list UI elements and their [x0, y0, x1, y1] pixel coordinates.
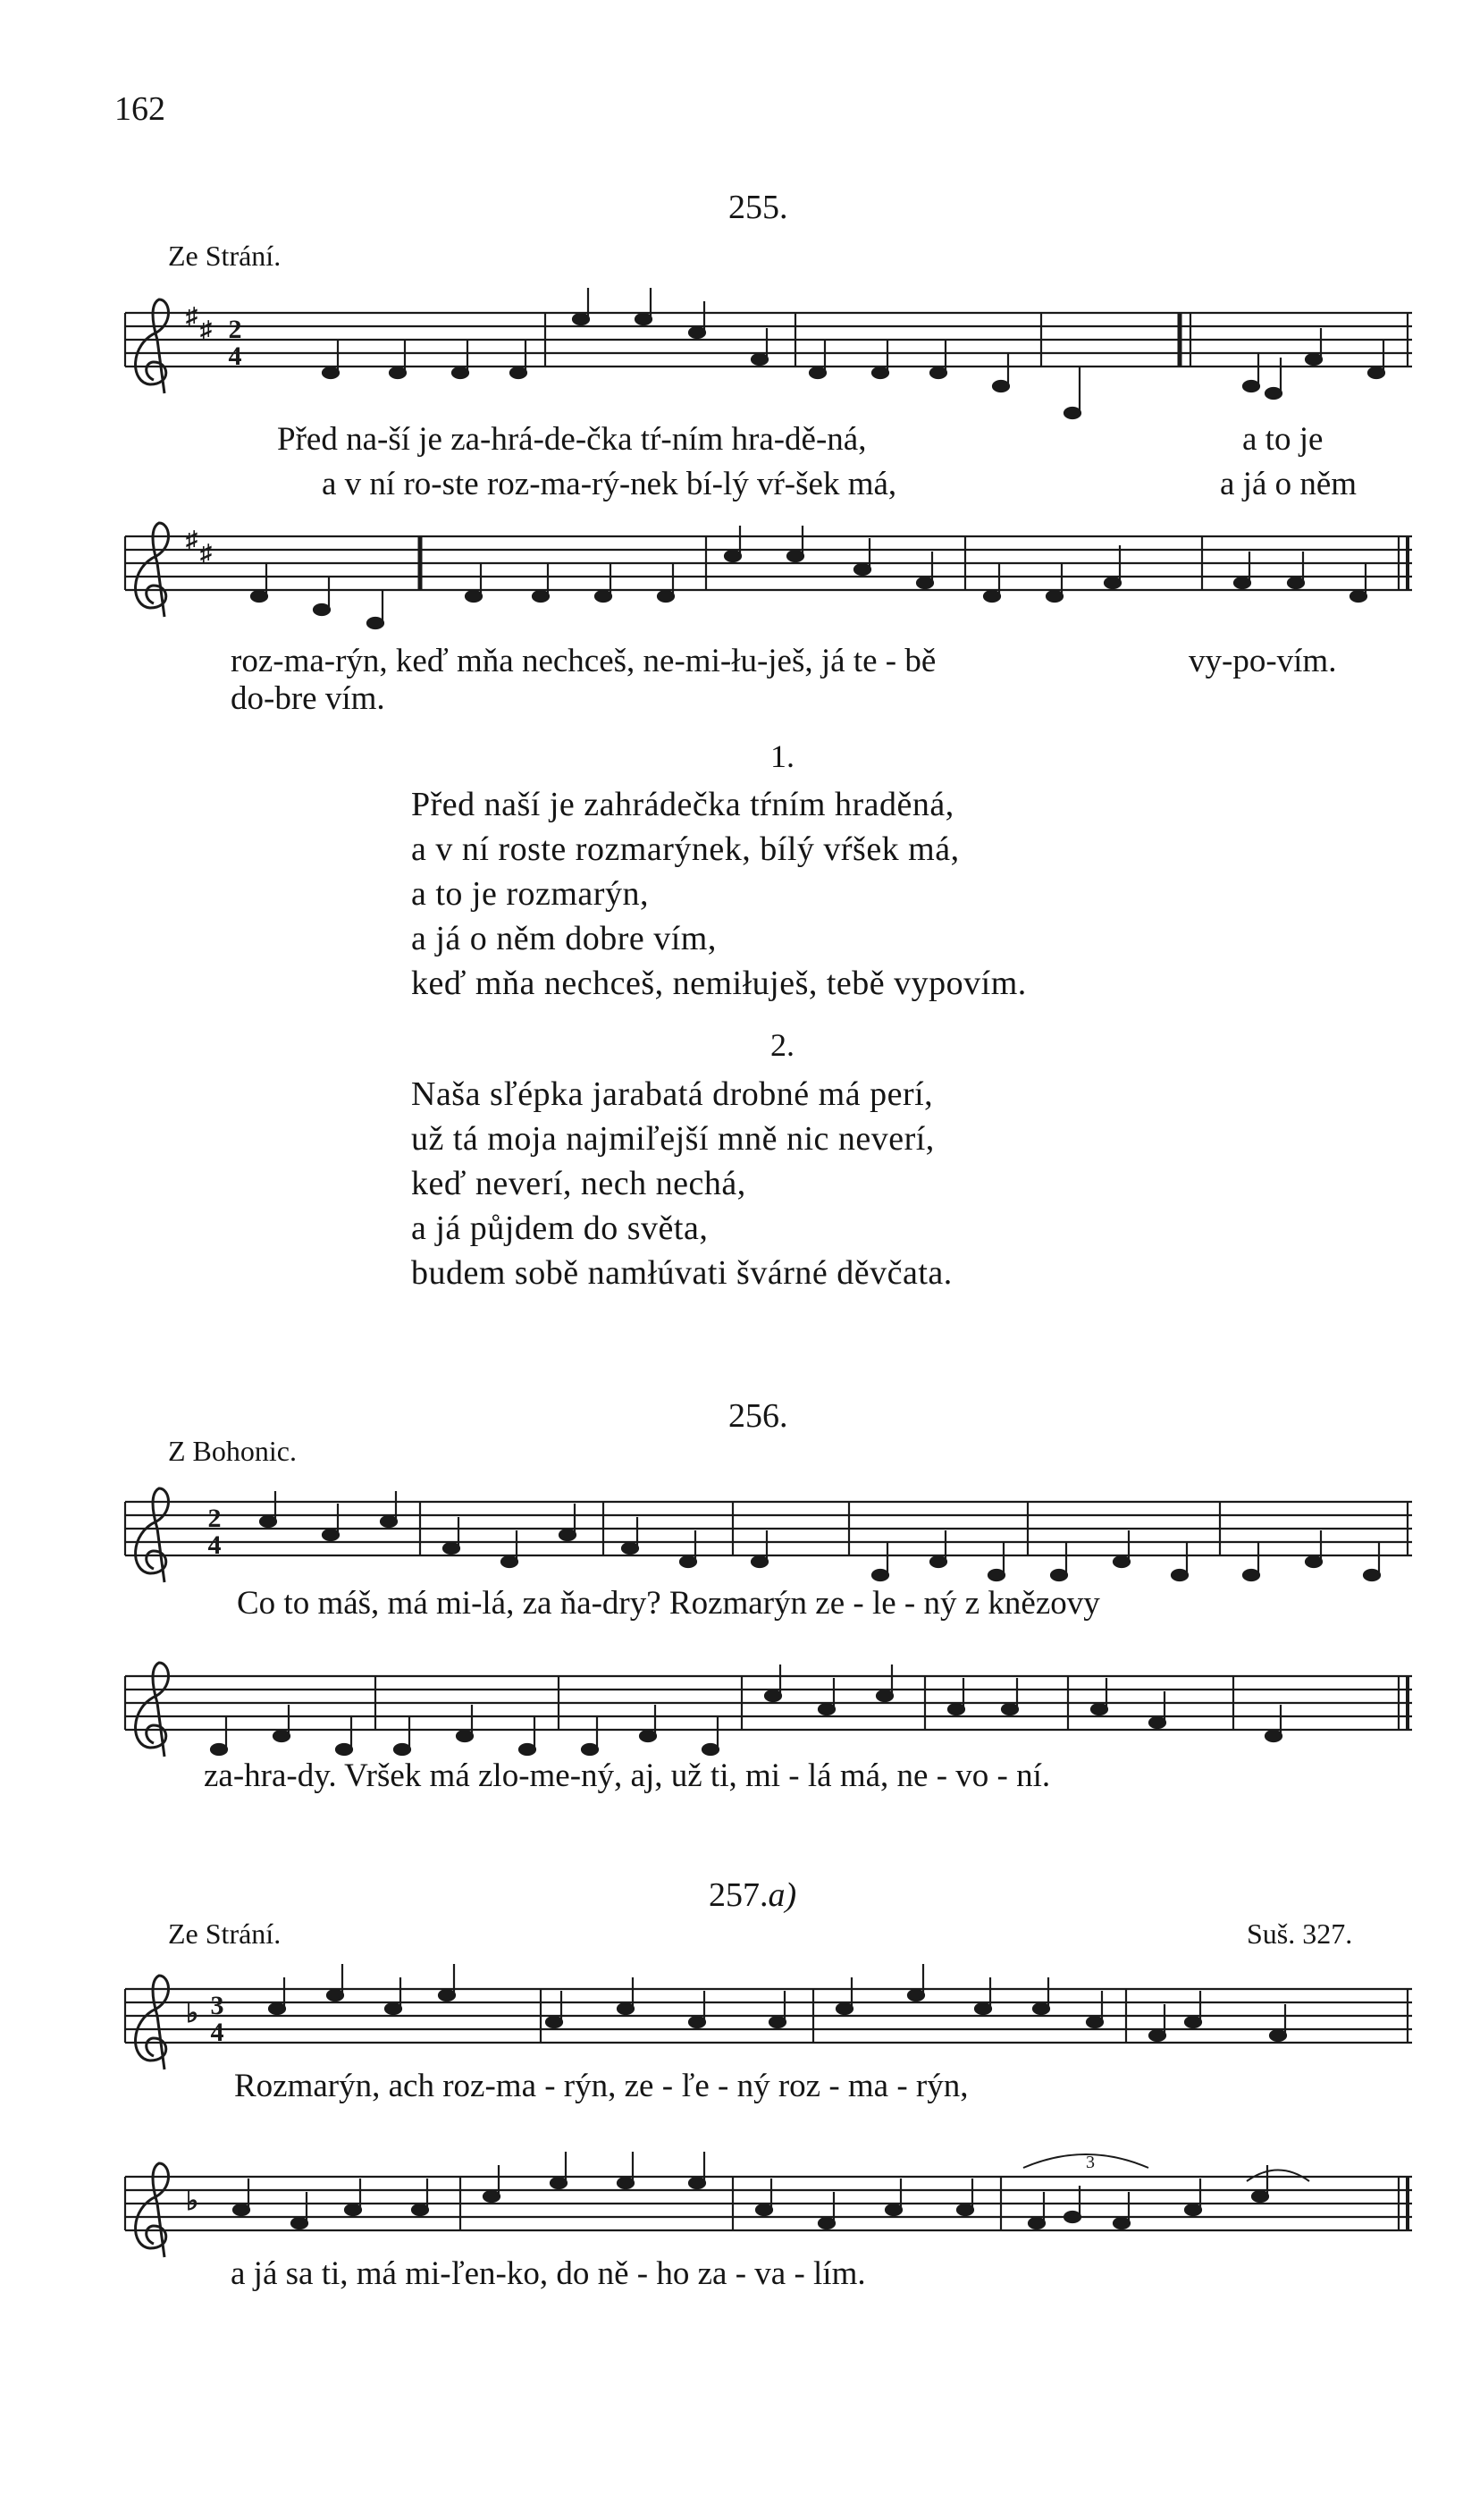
stanza-2-line-5: budem sobě namłúvati švárné děvčata. — [411, 1254, 953, 1292]
song-source-256: Z Bohonic. — [168, 1435, 297, 1467]
song-source-257: Ze Strání. — [168, 1917, 282, 1950]
lyrics-255-row2-b: do-bre vím. — [231, 680, 385, 717]
time-sig-bottom: 4 — [228, 341, 242, 371]
triplet-mark: 3 — [1086, 2153, 1095, 2172]
lyrics-257-row2: a já sa ti, má mi-ľen-ko, do ně - ho za - va - lím. — [231, 2255, 866, 2292]
stanza-2-line-3: keď neverí, nech nechá, — [411, 1165, 746, 1202]
stanza-label-2: 2. — [770, 1027, 795, 1063]
stanza-label-1: 1. — [770, 738, 795, 774]
time-sig-bottom: 4 — [210, 2018, 224, 2047]
sharp-icon: ♯ — [186, 527, 198, 552]
note-group — [260, 1491, 1380, 1580]
time-sig-bottom: 4 — [207, 1530, 222, 1560]
time-sig-top: 2 — [228, 315, 242, 344]
staff-255-2 — [125, 536, 1412, 590]
flat-icon: ♭ — [186, 1999, 199, 2028]
lyrics-255-row2-a-left: roz-ma-rýn, keď mňa nechceš, ne-mi-łu-ješ, já te - bě — [231, 643, 937, 679]
time-sig-top: 2 — [207, 1504, 222, 1533]
stanza-1-line-5: keď mňa nechceš, nemiłuješ, tebě vypovím. — [411, 965, 1027, 1002]
page-number: 162 — [114, 90, 165, 128]
sharp-icon: ♯ — [200, 540, 212, 566]
song-number-255: 255. — [728, 189, 788, 226]
lyrics-256-row1: Co to máš, má mi-lá, za ňa-dry? Rozmarýn ze - le - ný z knězovy — [237, 1585, 1100, 1622]
lyrics-255-row1-b-right: a já o něm — [1220, 466, 1358, 502]
staff-256-2 — [125, 1676, 1412, 1730]
lyrics-255-row2-a-right: vy-po-vím. — [1189, 643, 1337, 679]
song-number-257-suffix: a) — [768, 1876, 797, 1914]
sharp-icon: ♯ — [200, 316, 212, 342]
song-source-255: Ze Strání. — [168, 240, 282, 272]
flat-icon: ♭ — [186, 2187, 199, 2216]
stanza-1-line-3: a to je rozmarýn, — [411, 875, 649, 913]
staff-256-1 — [125, 1502, 1412, 1555]
note-group — [211, 1665, 1282, 1755]
stanza-1-line-4: a já o něm dobre vím, — [411, 920, 717, 957]
song-number-257-main: 257. — [709, 1876, 769, 1914]
lyrics-255-row1-b-left: a v ní ro-ste roz-ma-rý-nek bí-lý vŕ-šek má, — [322, 466, 897, 502]
staff-257-2 — [125, 2177, 1412, 2230]
treble-clefs — [136, 299, 169, 2257]
staff-257-1 — [125, 1989, 1412, 2043]
sharp-icon: ♯ — [186, 303, 198, 329]
song-number-256: 256. — [728, 1397, 788, 1435]
lyrics-257-row1: Rozmarýn, ach roz-ma - rýn, ze - ľe - ný roz - ma - rýn, — [234, 2068, 969, 2104]
lyrics-255-row1-a-left: Před na-ší je za-hrá-de-čka tŕ-ním hra-dě-ná, — [277, 421, 867, 458]
lyrics-255-row1-a-right: a to je — [1242, 421, 1324, 458]
stanza-1-line-2: a v ní roste rozmarýnek, bílý vŕšek má, — [411, 830, 960, 868]
song-reference-257: Suš. 327. — [1247, 1917, 1353, 1950]
stanza-2-line-1: Naša sľépka jarabatá drobné má perí, — [411, 1075, 934, 1113]
stanza-1-line-1: Před naší je zahrádečka tŕním hraděná, — [411, 786, 954, 823]
lyrics-256-row2: za-hra-dy. Vršek má zlo-me-ný, aj, už ti, mi - lá má, ne - vo - ní. — [204, 1757, 1051, 1794]
time-sig-top: 3 — [210, 1991, 224, 2020]
song-number-257 — [709, 1875, 796, 1915]
stanza-2-line-4: a já půjdem do světa, — [411, 1209, 709, 1247]
stanza-2-line-2: už tá moja najmiľejší mně nic neverí, — [411, 1120, 935, 1158]
